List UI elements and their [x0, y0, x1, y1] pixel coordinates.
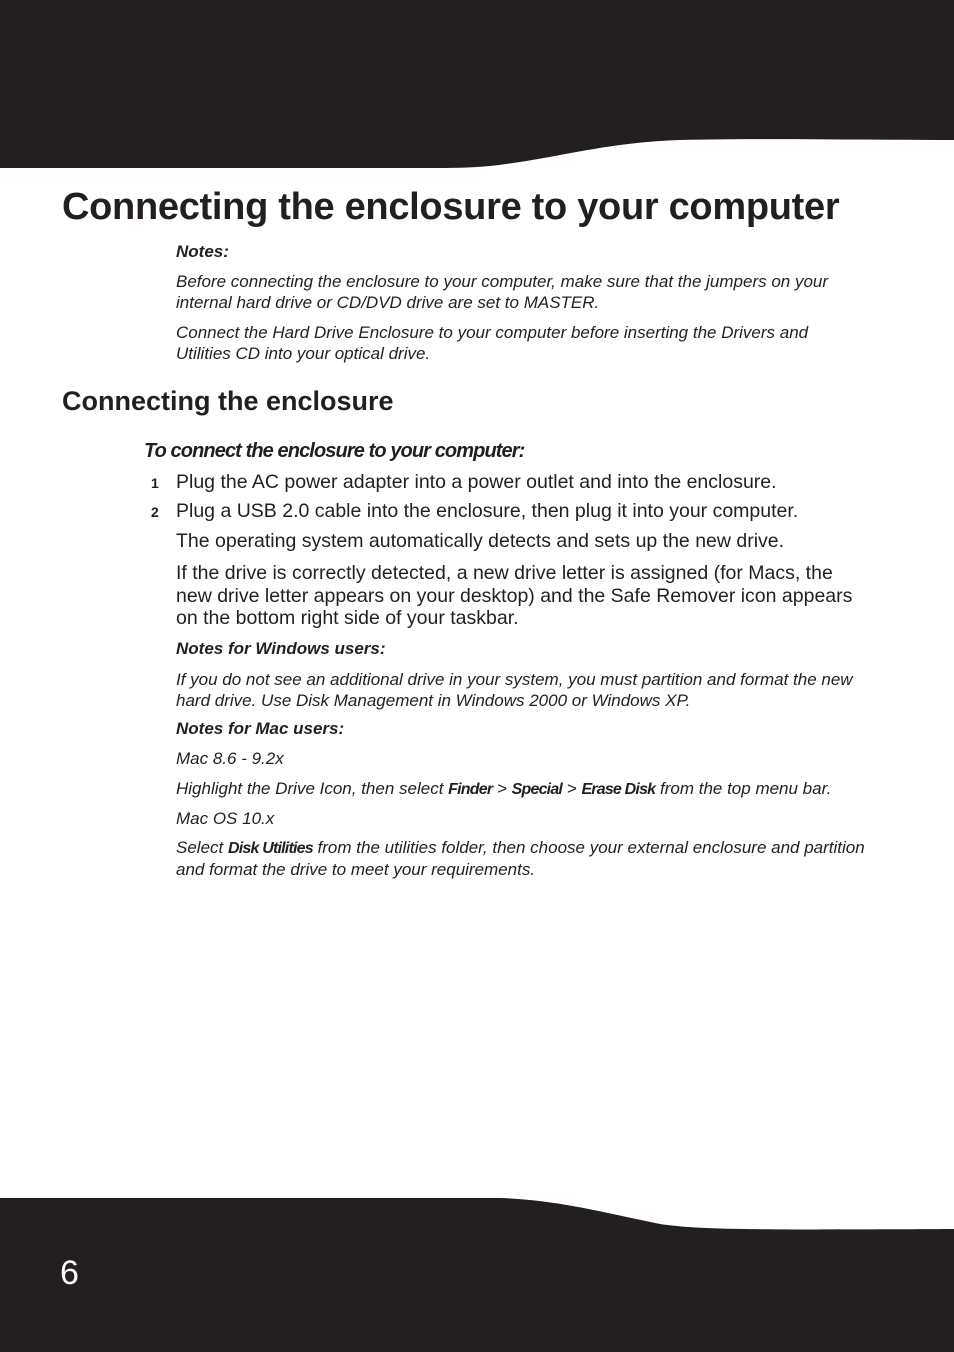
windows-notes-label: Notes for Windows users: — [176, 639, 386, 658]
instruction-text: from the utilities folder, then choose your external enclosure and partition and format the drive to meet your requirements. — [176, 838, 865, 879]
menu-command-special: Special — [511, 781, 563, 798]
menu-command-disk-utilities: Disk Utilities — [227, 840, 313, 857]
instruction-text: from the top menu bar. — [655, 779, 832, 798]
note-connect-first: Connect the Hard Drive Enclosure to your computer before inserting the Drivers and Utilities CD into your optical drive. — [176, 323, 809, 363]
detect-paragraph: The operating system automatically detects and sets up the new drive. — [176, 530, 785, 552]
footer-band — [0, 1196, 954, 1352]
instruction-text: Select — [176, 838, 228, 857]
step-text: Plug a USB 2.0 cable into the enclosure, then plug it into your computer. — [176, 500, 799, 522]
step-number: 1 — [151, 475, 159, 491]
windows-note-text: If you do not see an additional drive in your system, you must partition and format the new hard drive. Use Disk Management in Windows 2000 or Windows XP. — [176, 670, 853, 710]
header-band — [0, 0, 954, 170]
step-text: Plug the AC power adapter into a power outlet and into the enclosure. — [176, 471, 777, 493]
footer-wave-shape — [0, 1196, 954, 1352]
mac-version-osx: Mac OS 10.x — [176, 809, 275, 828]
step-number: 2 — [151, 504, 159, 520]
menu-separator: > — [492, 779, 512, 798]
mac-instruction-legacy — [176, 778, 866, 800]
page-number: 6 — [60, 1254, 79, 1292]
drive-letter-paragraph: If the drive is correctly detected, a new drive letter is assigned (for Macs, the new drive letter appears on your desktop) and the Safe Remover icon appears on the bottom right side of your taskbar. — [176, 562, 853, 629]
mac-version-legacy: Mac 8.6 - 9.2x — [176, 749, 284, 768]
menu-separator: > — [562, 779, 582, 798]
menu-command-erase-disk: Erase Disk — [581, 781, 656, 798]
page-title: Connecting the enclosure to your computer — [62, 186, 840, 228]
menu-command-finder: Finder — [448, 781, 493, 798]
header-wave-shape — [0, 0, 954, 170]
notes-label: Notes: — [176, 242, 229, 261]
instruction-text: Highlight the Drive Icon, then select — [176, 779, 449, 798]
note-jumpers: Before connecting the enclosure to your computer, make sure that the jumpers on your internal hard drive or CD/DVD drive are set to MASTER. — [176, 272, 829, 312]
section-heading: Connecting the enclosure — [62, 386, 394, 416]
mac-notes-label: Notes for Mac users: — [176, 719, 345, 738]
procedure-heading: To connect the enclosure to your computer: — [144, 440, 525, 462]
mac-instruction-osx — [176, 837, 866, 880]
